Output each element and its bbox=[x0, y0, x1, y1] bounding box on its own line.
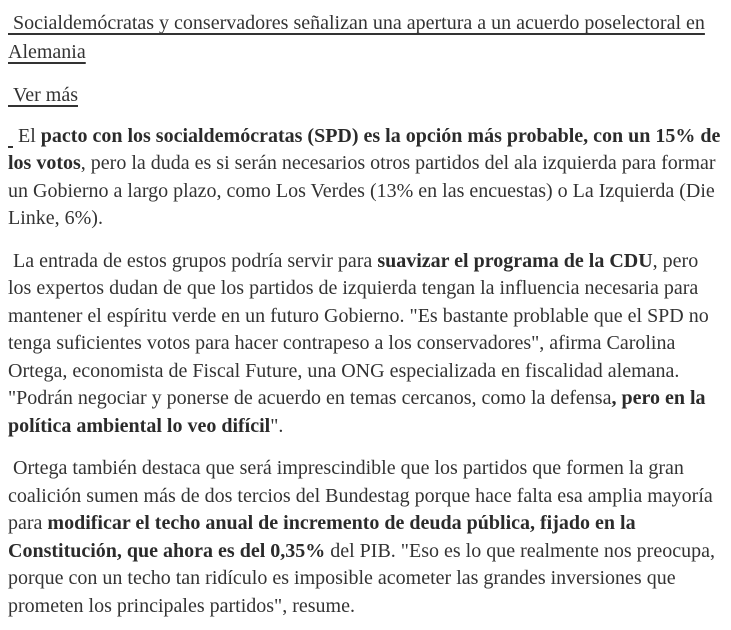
bold-text: modificar el techo anual de incremento de deuda pública, fijado en la Constitución, que ahora es del 0,35% bbox=[8, 512, 636, 562]
ver-mas bbox=[8, 82, 725, 110]
paragraph-2 bbox=[8, 248, 725, 441]
article-body bbox=[8, 9, 725, 620]
paragraph-3 bbox=[8, 455, 725, 620]
article-headline bbox=[8, 9, 725, 67]
text-run: , pero los expertos dudan de que los partidos de izquierda tengan la influencia necesaria para mantener el espíritu verde en un futuro Gobierno. "Es bastante problable que el SPD no tenga suficientes votos para hacer contrapeso a los conservadores", afirma Carolina Ortega, economista de Fiscal Future, una ONG especializada en fiscalidad alemana. "Podrán negociar y ponerse de acuerdo en temas cercanos, como la defensa bbox=[8, 249, 709, 409]
headline-link[interactable]: Socialdemócratas y conservadores señalizan una apertura a un acuerdo poselectoral en Alemania bbox=[8, 12, 705, 63]
bold-text: , pero en la política ambiental lo veo difícil bbox=[8, 387, 706, 437]
text-run: del PIB. "Eso es lo que realmente nos preocupa, porque con un techo tan ridículo es imposible acometer las grandes inversiones que prometen los principales partidos", resume. bbox=[8, 539, 715, 617]
ver-mas-link[interactable]: Ver más bbox=[8, 84, 78, 106]
text-run: ". bbox=[270, 414, 284, 437]
bold-text: pacto con los socialdemócratas (SPD) es la opción más probable, con un 15% de los votos bbox=[8, 124, 721, 174]
text-run: El bbox=[13, 124, 41, 147]
bold-text: suavizar el programa de la CDU bbox=[377, 249, 653, 272]
paragraph-1 bbox=[8, 123, 725, 233]
text-run: , pero la duda es si serán necesarios otros partidos del ala izquierda para formar un Gobierno a largo plazo, como Los Verdes (13% en las encuestas) o La Izquierda (Die Linke, 6%). bbox=[8, 152, 716, 229]
text-run: Ortega también destaca que será imprescindible que los partidos que formen la gran coalición sumen más de dos tercios del Bundestag porque hace falta esa amplia mayoría para bbox=[8, 457, 713, 534]
text-run: La entrada de estos grupos podría servir para bbox=[8, 249, 378, 272]
